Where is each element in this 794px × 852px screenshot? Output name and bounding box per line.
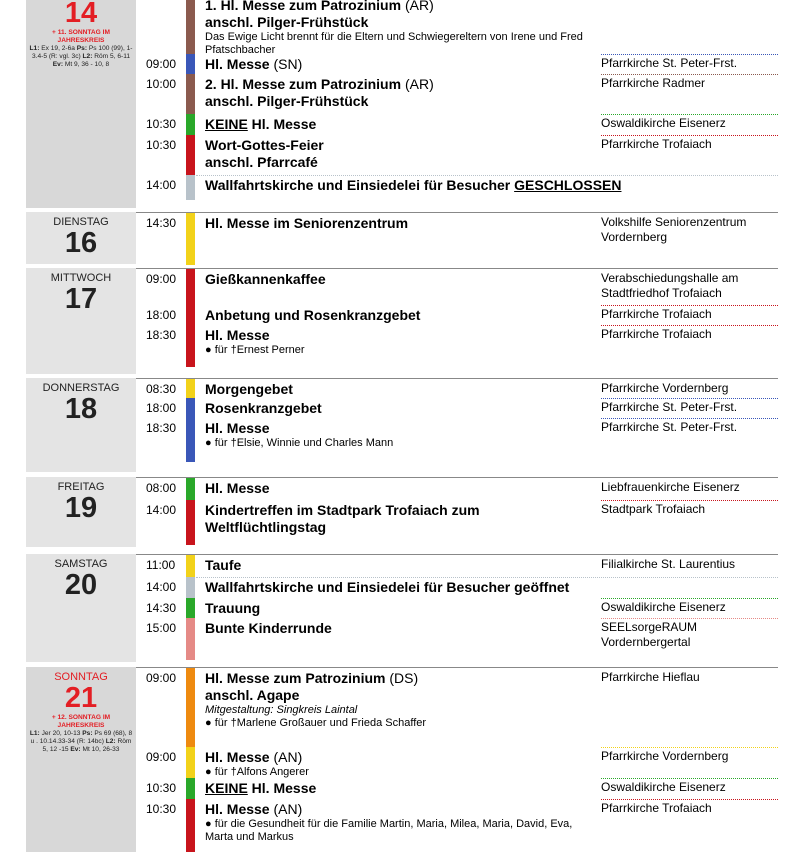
event-detail-line: anschl. Pilger-Frühstück bbox=[205, 14, 369, 30]
liturgical-readings bbox=[26, 730, 136, 753]
feast-title: + 12. SONNTAG IM JAHRESKREIS bbox=[51, 714, 111, 729]
reading-ref: Röm 5, 12 -15 bbox=[42, 737, 132, 753]
location-color-line bbox=[601, 398, 778, 399]
event-title bbox=[205, 381, 595, 398]
category-color-bar bbox=[186, 799, 195, 852]
title-segment: Rosenkranzgebet bbox=[205, 400, 322, 416]
event-title-line bbox=[205, 420, 595, 437]
day-block bbox=[26, 477, 778, 547]
title-segment: 1. Hl. Messe zum Patrozinium bbox=[205, 0, 402, 13]
event-detail-line: ● für †Elsie, Winnie und Charles Mann bbox=[205, 437, 394, 449]
event-title-line bbox=[205, 215, 595, 232]
title-segment: Wallfahrtskirche und Einsiedelei für Besucher bbox=[205, 177, 515, 193]
event-title-line bbox=[205, 480, 595, 497]
event-time: 08:30 bbox=[146, 382, 177, 396]
event-detail-line: anschl. Pilger-Frühstück bbox=[205, 93, 369, 109]
location-color-line bbox=[601, 305, 778, 306]
event-title-line bbox=[205, 327, 595, 344]
category-color-bar bbox=[186, 398, 195, 418]
reading-key: Ps: bbox=[76, 45, 88, 52]
reading-ref: Jer 20, 10-13 bbox=[39, 730, 83, 737]
reading-ref: Ps 100 (99), 1-3.4-5 (R: vgl. 3c) bbox=[31, 45, 133, 60]
category-color-bar bbox=[186, 618, 195, 660]
event-title bbox=[205, 780, 595, 797]
category-color-bar bbox=[186, 379, 195, 399]
category-color-bar bbox=[186, 778, 195, 799]
event-title bbox=[205, 271, 595, 288]
event-time: 10:30 bbox=[146, 781, 177, 795]
reading-key: Ev: bbox=[70, 745, 81, 753]
event-row bbox=[136, 398, 778, 418]
event-location: Pfarrkirche Trofaiach bbox=[601, 307, 712, 321]
event-title bbox=[205, 56, 595, 73]
event-title-line bbox=[205, 116, 595, 133]
category-color-bar bbox=[186, 114, 195, 135]
event-title bbox=[205, 215, 595, 232]
event-title bbox=[205, 420, 595, 450]
event-title bbox=[205, 801, 595, 844]
event-location: SEELsorgeRAUM Vordernbergertal bbox=[601, 620, 698, 649]
category-color-bar bbox=[186, 74, 195, 114]
event-location: Verabschiedungshalle am Stadtfriedhof Trofaiach bbox=[601, 271, 739, 300]
category-color-bar bbox=[186, 0, 195, 55]
title-segment: GESCHLOSSEN bbox=[514, 177, 622, 193]
event-title-line bbox=[205, 557, 595, 574]
title-segment: Hl. Messe bbox=[247, 116, 317, 132]
day-block bbox=[26, 212, 778, 264]
event-time: 08:00 bbox=[146, 481, 177, 495]
event-title bbox=[205, 620, 595, 637]
event-title-line bbox=[205, 271, 595, 288]
event-row bbox=[136, 54, 778, 74]
event-row bbox=[136, 74, 778, 114]
category-color-bar bbox=[186, 418, 195, 462]
category-color-bar bbox=[186, 747, 195, 778]
day-header bbox=[26, 268, 136, 374]
day-number: 17 bbox=[64, 283, 98, 315]
location-color-line bbox=[601, 74, 778, 75]
reading-ref: Mt 10, 26-33 bbox=[80, 745, 120, 753]
title-segment: Taufe bbox=[205, 557, 242, 573]
category-color-bar bbox=[186, 500, 195, 545]
event-time: 18:00 bbox=[146, 308, 177, 322]
event-row bbox=[136, 799, 778, 852]
category-color-bar bbox=[186, 555, 195, 578]
category-color-bar bbox=[186, 175, 195, 200]
day-number: 19 bbox=[64, 492, 98, 524]
event-title bbox=[205, 600, 595, 617]
title-segment: (AN) bbox=[269, 749, 303, 765]
event-detail-line: ● für †Marlene Großauer und Frieda Schaffer bbox=[205, 717, 427, 729]
event-time: 09:00 bbox=[146, 272, 177, 286]
category-color-bar bbox=[186, 478, 195, 501]
event-title bbox=[205, 557, 595, 574]
event-row bbox=[136, 114, 778, 135]
event-time: 14:30 bbox=[146, 601, 177, 615]
event-row bbox=[136, 325, 778, 367]
title-segment: Hl. Messe zum Patrozinium bbox=[205, 670, 386, 686]
day-header bbox=[26, 0, 136, 208]
event-title-line bbox=[205, 307, 595, 324]
event-time: 18:30 bbox=[146, 421, 177, 435]
event-title bbox=[205, 177, 765, 194]
title-segment: Hl. Messe bbox=[205, 56, 270, 72]
event-title bbox=[205, 502, 595, 536]
reading-key: L2: bbox=[82, 52, 93, 60]
event-title bbox=[205, 137, 595, 171]
title-segment: Hl. Messe bbox=[247, 780, 317, 796]
event-location: Oswaldikirche Eisenerz bbox=[601, 780, 726, 794]
reading-key: Ps: bbox=[82, 730, 93, 737]
title-segment: Hl. Messe bbox=[205, 749, 270, 765]
event-row bbox=[136, 305, 778, 325]
event-title-line bbox=[205, 56, 595, 73]
event-detail-line: ● für †Ernest Perner bbox=[205, 344, 305, 356]
location-color-line bbox=[601, 778, 778, 779]
day-number: 20 bbox=[64, 569, 98, 601]
event-title-line bbox=[205, 502, 595, 536]
reading-key: Ev: bbox=[52, 60, 64, 68]
category-color-bar bbox=[186, 305, 195, 325]
category-color-bar bbox=[186, 325, 195, 367]
event-location: Oswaldikirche Eisenerz bbox=[601, 600, 726, 614]
location-color-line bbox=[196, 175, 778, 176]
location-color-line bbox=[601, 500, 778, 501]
liturgical-readings bbox=[26, 45, 136, 68]
event-title-line bbox=[205, 76, 595, 93]
day-block bbox=[26, 667, 778, 852]
event-title bbox=[205, 400, 595, 417]
feast-title: + 11. SONNTAG IM JAHRESKREIS bbox=[52, 29, 110, 44]
event-row bbox=[136, 378, 778, 399]
title-segment: Gießkannenkaffee bbox=[205, 271, 326, 287]
title-segment: Hl. Messe bbox=[205, 327, 270, 343]
event-row bbox=[136, 212, 778, 265]
event-title-line bbox=[205, 670, 595, 687]
weekday-label: SONNTAG bbox=[54, 671, 108, 683]
event-row bbox=[136, 667, 778, 748]
location-color-line bbox=[601, 747, 778, 748]
title-segment: Bunte Kinderrunde bbox=[205, 620, 332, 636]
weekday-label: DIENSTAG bbox=[53, 216, 109, 228]
event-row bbox=[136, 268, 778, 306]
event-title-line bbox=[205, 780, 595, 797]
event-location: Pfarrkirche Trofaiach bbox=[601, 137, 712, 151]
event-time: 14:00 bbox=[146, 178, 177, 192]
weekday-label: FREITAG bbox=[57, 481, 105, 493]
event-location: Oswaldikirche Eisenerz bbox=[601, 116, 726, 130]
event-row bbox=[136, 554, 778, 578]
day-block bbox=[26, 554, 778, 662]
location-color-line bbox=[196, 577, 778, 578]
event-title bbox=[205, 670, 595, 730]
event-time: 10:30 bbox=[146, 117, 177, 131]
location-color-line bbox=[601, 54, 778, 55]
event-detail-line: Das Ewige Licht brennt für die Eltern und Schwiegereltern von Irene und Fred Pfatschbacher bbox=[205, 31, 583, 56]
event-time: 14:00 bbox=[146, 580, 177, 594]
event-title-line bbox=[205, 749, 595, 766]
reading-ref: Röm 5, 6-11 bbox=[92, 52, 131, 60]
day-number: 18 bbox=[64, 393, 98, 425]
event-title bbox=[205, 116, 595, 133]
title-segment: (DS) bbox=[385, 670, 419, 686]
event-time: 18:00 bbox=[146, 401, 177, 415]
event-row bbox=[136, 135, 778, 175]
day-header bbox=[26, 667, 136, 852]
event-row bbox=[136, 577, 778, 598]
event-location: Pfarrkirche St. Peter-Frst. bbox=[601, 420, 738, 434]
event-location: Pfarrkirche Trofaiach bbox=[601, 327, 712, 341]
event-detail-line: anschl. Agape bbox=[205, 687, 300, 703]
reading-key: L2: bbox=[105, 737, 116, 745]
event-detail-line: ● für die Gesundheit für die Familie Martin, Maria, Milea, Maria, David, Eva, Marta und Markus bbox=[205, 818, 573, 843]
location-color-line bbox=[601, 114, 778, 115]
reading-ref: Ex 19, 2-6a bbox=[39, 45, 77, 52]
day-block bbox=[26, 0, 778, 208]
reading-ref: Ps 69 (68), 8 u . 10.14.33-34 (R: 14bc) bbox=[30, 730, 133, 745]
event-row bbox=[136, 598, 778, 618]
event-time: 10:00 bbox=[146, 77, 177, 91]
event-location: Pfarrkirche St. Peter-Frst. bbox=[601, 56, 738, 70]
title-segment: (SN) bbox=[269, 56, 303, 72]
event-title bbox=[205, 307, 595, 324]
event-location: Stadtpark Trofaiach bbox=[601, 502, 706, 516]
reading-key: L1: bbox=[29, 730, 40, 737]
event-location: Pfarrkirche Radmer bbox=[601, 76, 706, 90]
location-color-line bbox=[601, 135, 778, 136]
event-time: 14:00 bbox=[146, 503, 177, 517]
day-number: 16 bbox=[64, 227, 98, 259]
event-title-line bbox=[205, 137, 595, 154]
day-header bbox=[26, 477, 136, 547]
event-time: 09:00 bbox=[146, 671, 177, 685]
title-segment: KEINE bbox=[205, 116, 248, 132]
event-title bbox=[205, 0, 595, 57]
title-segment: Anbetung und Rosenkranzgebet bbox=[205, 307, 421, 323]
title-segment: Hl. Messe bbox=[205, 801, 270, 817]
event-title-line bbox=[205, 579, 765, 596]
category-color-bar bbox=[186, 577, 195, 598]
event-title bbox=[205, 749, 595, 779]
event-row bbox=[136, 747, 778, 778]
event-time: 09:00 bbox=[146, 750, 177, 764]
location-color-line bbox=[601, 418, 778, 419]
event-title-line bbox=[205, 0, 595, 14]
title-segment: Hl. Messe bbox=[205, 420, 270, 436]
category-color-bar bbox=[186, 598, 195, 618]
event-location: Pfarrkirche Vordernberg bbox=[601, 381, 729, 395]
day-header bbox=[26, 212, 136, 264]
title-segment: KEINE bbox=[205, 780, 248, 796]
event-row bbox=[136, 0, 778, 55]
title-segment: Wallfahrtskirche und Einsiedelei für Besucher geöffnet bbox=[205, 579, 570, 595]
category-color-bar bbox=[186, 213, 195, 265]
title-segment: (AR) bbox=[401, 76, 434, 92]
title-segment: (AN) bbox=[269, 801, 303, 817]
event-location: Pfarrkirche Trofaiach bbox=[601, 801, 712, 815]
event-title bbox=[205, 480, 595, 497]
event-time: 10:30 bbox=[146, 802, 177, 816]
day-header bbox=[26, 554, 136, 662]
title-segment: Wort-Gottes-Feier bbox=[205, 137, 324, 153]
event-location: Volkshilfe Seniorenzentrum Vordernberg bbox=[601, 215, 747, 244]
event-location: Liebfrauenkirche Eisenerz bbox=[601, 480, 740, 494]
category-color-bar bbox=[186, 54, 195, 74]
event-title-line bbox=[205, 381, 595, 398]
day-block bbox=[26, 378, 778, 472]
event-title-line bbox=[205, 400, 595, 417]
location-color-line bbox=[601, 618, 778, 619]
event-detail-line: anschl. Pfarrcafé bbox=[205, 154, 318, 170]
event-title-line bbox=[205, 600, 595, 617]
event-location: Pfarrkirche Vordernberg bbox=[601, 749, 729, 763]
location-color-line bbox=[601, 325, 778, 326]
event-time: 15:00 bbox=[146, 621, 177, 635]
event-title bbox=[205, 76, 595, 110]
title-segment: Morgengebet bbox=[205, 381, 293, 397]
day-header bbox=[26, 378, 136, 472]
event-row bbox=[136, 477, 778, 501]
event-detail-line: ● für †Alfons Angerer bbox=[205, 766, 309, 778]
title-segment: Trauung bbox=[205, 600, 261, 616]
event-title bbox=[205, 327, 595, 357]
category-color-bar bbox=[186, 668, 195, 748]
title-segment: Hl. Messe im Seniorenzentrum bbox=[205, 215, 409, 231]
title-segment: Hl. Messe bbox=[205, 480, 270, 496]
event-time: 10:30 bbox=[146, 138, 177, 152]
title-segment: 2. Hl. Messe zum Patrozinium bbox=[205, 76, 402, 92]
category-color-bar bbox=[186, 135, 195, 175]
day-block bbox=[26, 268, 778, 374]
event-title-line bbox=[205, 801, 595, 818]
reading-key: L1: bbox=[29, 45, 40, 52]
event-title bbox=[205, 579, 765, 596]
event-time: 09:00 bbox=[146, 57, 177, 71]
event-row bbox=[136, 778, 778, 799]
reading-ref: Mt 9, 36 - 10, 8 bbox=[63, 60, 110, 68]
event-title-line bbox=[205, 620, 595, 637]
location-color-line bbox=[601, 799, 778, 800]
event-location: Pfarrkirche Hieflau bbox=[601, 670, 700, 684]
day-number: 14 bbox=[64, 0, 98, 29]
event-row bbox=[136, 175, 778, 200]
day-number: 21 bbox=[64, 682, 98, 714]
event-location: Pfarrkirche St. Peter-Frst. bbox=[601, 400, 738, 414]
event-location: Filialkirche St. Laurentius bbox=[601, 557, 736, 571]
event-time: 11:00 bbox=[146, 558, 176, 572]
weekday-label: MITTWOCH bbox=[50, 272, 112, 284]
category-color-bar bbox=[186, 269, 195, 306]
event-row bbox=[136, 500, 778, 545]
title-segment: Kindertreffen im Stadtpark Trofaiach zum Weltflüchtlingstag bbox=[205, 502, 480, 535]
event-row bbox=[136, 418, 778, 462]
title-segment: (AR) bbox=[401, 0, 434, 13]
event-time: 14:30 bbox=[146, 216, 177, 230]
weekday-label: SAMSTAG bbox=[54, 558, 108, 570]
event-title-line bbox=[205, 177, 765, 194]
weekday-label: DONNERSTAG bbox=[42, 382, 120, 394]
location-color-line bbox=[601, 598, 778, 599]
event-row bbox=[136, 618, 778, 660]
event-time: 18:30 bbox=[146, 328, 177, 342]
event-detail-line: Mitgestaltung: Singkreis Laintal bbox=[205, 704, 358, 716]
